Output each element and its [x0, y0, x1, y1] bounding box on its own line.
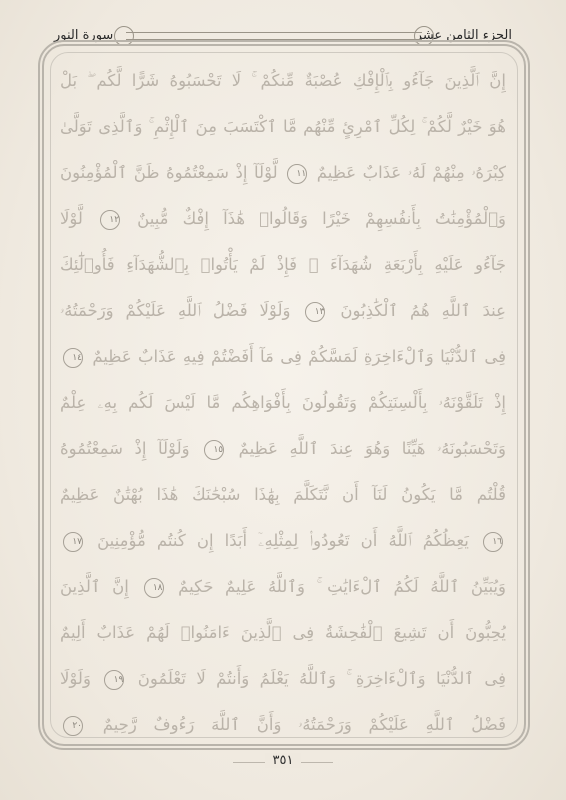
verse-text: هُوَ خَيْرٌ لَّكُمْ ۚ لِكُلِّ ٱمْرِئٍ مِّنْهُم مَّا ٱكْتَسَبَ مِنَ ٱلْإِثْمِ ۚ وَٱلَّذِى تَوَلَّىٰ — [60, 117, 506, 136]
text-line — [60, 104, 506, 150]
verse-text: فَضْلُ ٱللَّهِ عَلَيْكُمْ وَرَحْمَتُهُۥ وَأَنَّ ٱللَّهَ رَءُوفٌ رَّحِيمٌ — [102, 715, 506, 734]
ayah-number-marker: ١٤ — [63, 348, 83, 368]
verse-text: وَتَحْسَبُونَهُۥ هَيِّنًا وَهُوَ عِندَ ٱللَّهِ عَظِيمٌ — [238, 439, 506, 458]
verse-text: وَيُبَيِّنُ ٱللَّهُ لَكُمُ ٱلْءَايَٰتِ ۚ وَٱللَّهُ عَلِيمٌ حَكِيمٌ — [178, 577, 506, 596]
juz-label: الجزء الثامن عشر — [415, 28, 512, 43]
verse-text: لَّوْلَا — [60, 209, 83, 228]
text-line — [60, 564, 506, 610]
verse-text: يَعِظُكُمُ ٱللَّهُ أَن تَعُودُوا۟ لِمِثْلِهِۦٓ أَبَدًا إِن كُنتُم مُّؤْمِنِينَ — [97, 531, 469, 550]
ayah-number-marker: ١٢ — [100, 210, 120, 230]
text-line — [60, 656, 506, 702]
ayah-number-marker: ٢٠ — [63, 716, 83, 736]
verse-text: لَّوْلَآ إِذْ سَمِعْتُمُوهُ ظَنَّ ٱلْمُؤْمِنُونَ — [60, 163, 278, 182]
text-line — [60, 58, 506, 104]
verse-text: جَآءُو عَلَيْهِ بِأَرْبَعَةِ شُهَدَآءَ ۚ فَإِذْ لَمْ يَأْتُوا۟ بِٱلشُّهَدَآءِ فَأُو۟لَٰٓئِكَ — [60, 255, 506, 274]
verse-text: فِى ٱلدُّنْيَا وَٱلْءَاخِرَةِ لَمَسَّكُمْ فِى مَآ أَفَضْتُمْ فِيهِ عَذَابٌ عَظِيمٌ — [92, 347, 506, 366]
text-line — [60, 426, 506, 472]
verse-text: عِندَ ٱللَّهِ هُمُ ٱلْكَٰذِبُونَ — [340, 301, 506, 320]
verse-text: وَلَوْلَآ إِذْ سَمِعْتُمُوهُ — [60, 439, 190, 458]
verse-text: يُحِبُّونَ أَن تَشِيعَ ٱلْفَٰحِشَةُ فِى ٱلَّذِينَ ءَامَنُوا۟ لَهُمْ عَذَابٌ أَلِيمٌ — [60, 623, 506, 642]
text-line — [60, 702, 506, 748]
verse-text: وَٱلْمُؤْمِنَٰتُ بِأَنفُسِهِمْ خَيْرًا وَقَالُوا۟ هَٰذَآ إِفْكٌ مُّبِينٌ — [137, 209, 506, 228]
ayah-number-marker: ١٩ — [104, 670, 124, 690]
text-line — [60, 334, 506, 380]
text-line — [60, 150, 506, 196]
text-line — [60, 242, 506, 288]
ayah-number-marker: ١٥ — [204, 440, 224, 460]
text-line — [60, 610, 506, 656]
verse-text: وَلَوْلَا — [60, 669, 91, 688]
surah-label: سورة النور — [54, 28, 114, 43]
verse-text: إِذْ تَلَقَّوْنَهُۥ بِأَلْسِنَتِكُمْ وَتَقُولُونَ بِأَفْوَاهِكُم مَّا لَيْسَ لَكُم بِهِۦ عِلْمٌ — [60, 393, 506, 412]
text-line — [60, 518, 506, 564]
text-line — [60, 380, 506, 426]
verse-text: كِبْرَهُۥ مِنْهُمْ لَهُۥ عَذَابٌ عَظِيمٌ — [316, 163, 506, 182]
page-footer — [233, 752, 333, 774]
ayah-number-marker: ١٨ — [144, 578, 164, 598]
page-number: ٣٥١ — [265, 753, 301, 768]
verse-text: فِى ٱلدُّنْيَا وَٱلْءَاخِرَةِ ۚ وَٱللَّهُ يَعْلَمُ وَأَنتُمْ لَا تَعْلَمُونَ — [137, 669, 506, 688]
header-ornament-bar — [126, 32, 422, 40]
text-line — [60, 196, 506, 242]
ayah-number-marker: ١٣ — [305, 302, 325, 322]
text-line — [60, 472, 506, 518]
verse-text: إِنَّ ٱلَّذِينَ — [60, 577, 129, 596]
ayah-number-marker: ١٦ — [483, 532, 503, 552]
verse-text: قُلْتُم مَّا يَكُونُ لَنَآ أَن نَّتَكَلَّمَ بِهَٰذَا سُبْحَٰنَكَ هَٰذَا بُهْتَٰنٌ عَظِيمٌ — [60, 485, 506, 504]
verse-text: إِنَّ ٱلَّذِينَ جَآءُو بِٱلْإِفْكِ عُصْبَةٌ مِّنكُمْ ۚ لَا تَحْسَبُوهُ شَرًّا لَّكُم ۖ بَلْ — [60, 71, 506, 90]
verse-text: وَلَوْلَا فَضْلُ ٱللَّهِ عَلَيْكُمْ وَرَحْمَتُهُۥ — [60, 301, 291, 320]
ayah-number-marker: ١٧ — [63, 532, 83, 552]
quran-text-block — [60, 58, 506, 748]
text-line — [60, 288, 506, 334]
ayah-number-marker: ١١ — [287, 164, 307, 184]
